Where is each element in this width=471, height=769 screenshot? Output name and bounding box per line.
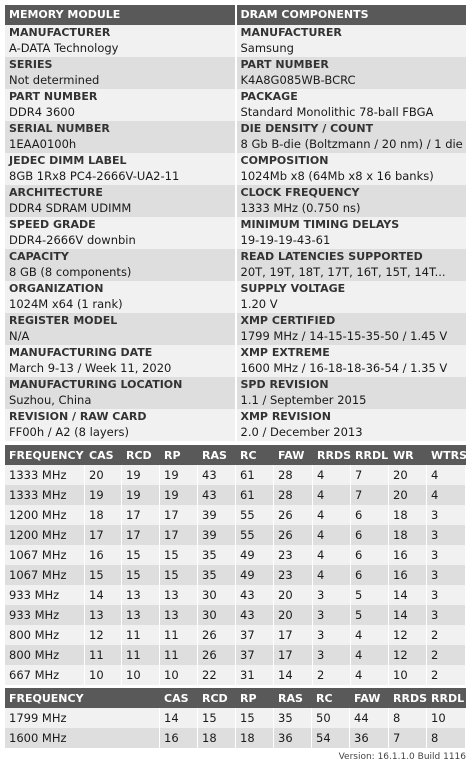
column-header: RRDS	[389, 688, 427, 708]
xmp-body	[5, 708, 466, 748]
field-label: ORGANIZATION	[9, 282, 104, 295]
table-cell: 1067 MHz	[5, 565, 85, 585]
field-value: Standard Monolithic 78-ball FBGA	[240, 105, 434, 119]
dram-field-clock-frequency	[237, 185, 467, 217]
table-cell: 22	[198, 665, 236, 685]
table-cell: 35	[274, 708, 312, 728]
mm-field-revision	[5, 409, 235, 441]
dram-field-spd-revision	[237, 377, 467, 409]
field-label: REGISTER MODEL	[9, 314, 118, 327]
table-cell: 5	[351, 605, 389, 625]
field-label: XMP EXTREME	[240, 346, 330, 359]
table-cell: 23	[274, 565, 313, 585]
table-cell: 13	[122, 605, 160, 625]
field-value: 2.0 / December 2013	[240, 425, 363, 439]
table-cell: 1200 MHz	[5, 525, 85, 545]
field-value: Not determined	[9, 73, 100, 87]
table-cell: 20	[274, 605, 313, 625]
table-row	[5, 605, 466, 625]
table-cell: 10	[85, 665, 122, 685]
table-cell: 18	[236, 728, 274, 748]
table-cell: 8	[389, 708, 427, 728]
dram-components-header: DRAM COMPONENTS	[237, 5, 467, 25]
table-cell: 13	[160, 605, 198, 625]
dram-field-xmp-extreme	[237, 345, 467, 377]
table-cell: 3	[427, 565, 466, 585]
table-cell: 3	[427, 525, 466, 545]
column-header: RCD	[122, 445, 160, 465]
table-row	[5, 625, 466, 645]
mm-field-manufacturer	[5, 25, 235, 57]
table-cell: 3	[313, 585, 351, 605]
table-cell: 5	[351, 585, 389, 605]
field-label: REVISION / RAW CARD	[9, 410, 147, 423]
table-cell: 4	[313, 565, 351, 585]
field-label: SUPPLY VOLTAGE	[240, 282, 346, 295]
field-value: 19-19-19-43-61	[240, 233, 331, 247]
memory-module-panel	[5, 5, 235, 441]
table-cell: 14	[85, 585, 122, 605]
table-cell: 800 MHz	[5, 645, 85, 665]
table-row	[5, 708, 466, 728]
column-header: RRDS	[313, 445, 351, 465]
table-cell: 20	[274, 585, 313, 605]
jedec-timings-table	[5, 445, 466, 685]
table-cell: 1333 MHz	[5, 485, 85, 505]
table-cell: 20	[389, 485, 427, 505]
table-cell: 11	[122, 625, 160, 645]
table-cell: 17	[274, 625, 313, 645]
table-cell: 7	[351, 465, 389, 485]
table-cell: 23	[274, 545, 313, 565]
column-header: RP	[236, 688, 274, 708]
field-label: SERIAL NUMBER	[9, 122, 110, 135]
table-cell: 30	[198, 605, 236, 625]
field-label: MANUFACTURING LOCATION	[9, 378, 183, 391]
dram-field-supply-voltage	[237, 281, 467, 313]
table-cell: 933 MHz	[5, 585, 85, 605]
table-cell: 15	[160, 565, 198, 585]
table-row	[5, 525, 466, 545]
column-header: RRDL	[427, 688, 466, 708]
table-cell: 16	[389, 545, 427, 565]
table-cell: 26	[198, 645, 236, 665]
column-header: FREQUENCY	[5, 445, 85, 465]
mm-field-manufacturing-location	[5, 377, 235, 409]
version-label: Version: 16.1.1.0 Build 1116	[338, 752, 466, 762]
field-value: 1333 MHz (0.750 ns)	[240, 201, 361, 215]
table-cell: 55	[236, 505, 274, 525]
table-cell: 3	[427, 545, 466, 565]
table-cell: 13	[160, 585, 198, 605]
info-grid	[5, 5, 466, 441]
table-row	[5, 585, 466, 605]
field-label: MANUFACTURING DATE	[9, 346, 153, 359]
field-label: JEDEC DIMM LABEL	[9, 154, 127, 167]
field-label: SERIES	[9, 58, 53, 71]
table-cell: 43	[236, 585, 274, 605]
table-cell: 16	[160, 728, 198, 748]
table-cell: 55	[236, 525, 274, 545]
table-row	[5, 465, 466, 485]
column-header: RAS	[198, 445, 236, 465]
table-cell: 12	[389, 645, 427, 665]
table-cell: 17	[160, 525, 198, 545]
table-cell: 11	[85, 645, 122, 665]
field-label: MINIMUM TIMING DELAYS	[240, 218, 400, 231]
table-cell: 13	[122, 585, 160, 605]
field-value: 8 GB (8 components)	[9, 265, 132, 279]
field-value: K4A8G085WB-BCRC	[240, 73, 356, 87]
table-cell: 6	[351, 525, 389, 545]
dram-field-die-density	[237, 121, 467, 153]
dram-components-panel	[237, 5, 467, 441]
table-cell: 2	[427, 645, 466, 665]
column-header: RRDL	[351, 445, 389, 465]
table-cell: 50	[312, 708, 350, 728]
dram-field-minimum-timing	[237, 217, 467, 249]
table-cell: 15	[160, 545, 198, 565]
table-cell: 16	[85, 545, 122, 565]
table-cell: 2	[427, 625, 466, 645]
field-value: DDR4 SDRAM UDIMM	[9, 201, 132, 215]
xmp-header-row	[5, 688, 466, 708]
table-cell: 20	[85, 465, 122, 485]
table-cell: 7	[389, 728, 427, 748]
table-cell: 1600 MHz	[5, 728, 160, 748]
column-header: FAW	[274, 445, 313, 465]
memory-module-header: MEMORY MODULE	[5, 5, 235, 25]
field-value: 1600 MHz / 16-18-18-36-54 / 1.35 V	[240, 361, 448, 375]
table-cell: 4	[313, 465, 351, 485]
table-cell: 3	[313, 605, 351, 625]
field-value: 1024Mb x8 (64Mb x8 x 16 banks)	[240, 169, 434, 183]
table-cell: 37	[236, 645, 274, 665]
table-cell: 4	[351, 645, 389, 665]
table-cell: 44	[350, 708, 389, 728]
field-value: A-DATA Technology	[9, 41, 119, 55]
field-value: DDR4-2666V downbin	[9, 233, 136, 247]
column-header: RCD	[198, 688, 236, 708]
table-cell: 3	[427, 585, 466, 605]
table-row	[5, 728, 466, 748]
table-cell: 15	[236, 708, 274, 728]
table-cell: 11	[160, 625, 198, 645]
dram-field-part-number	[237, 57, 467, 89]
table-row	[5, 645, 466, 665]
field-value: March 9-13 / Week 11, 2020	[9, 361, 172, 375]
field-value: N/A	[9, 329, 30, 343]
table-cell: 43	[198, 465, 236, 485]
column-header: WTRS	[427, 445, 466, 465]
table-cell: 14	[274, 665, 313, 685]
column-header: CAS	[160, 688, 198, 708]
table-cell: 18	[389, 525, 427, 545]
field-label: COMPOSITION	[240, 154, 329, 167]
table-cell: 6	[351, 505, 389, 525]
table-cell: 12	[85, 625, 122, 645]
field-label: SPEED GRADE	[9, 218, 96, 231]
column-header: RP	[160, 445, 198, 465]
table-cell: 39	[198, 525, 236, 545]
table-cell: 10	[122, 665, 160, 685]
field-value: Suzhou, China	[9, 393, 92, 407]
table-cell: 4	[351, 625, 389, 645]
field-label: ARCHITECTURE	[9, 186, 103, 199]
table-cell: 19	[160, 485, 198, 505]
table-cell: 49	[236, 565, 274, 585]
table-cell: 10	[389, 665, 427, 685]
mm-field-speed-grade	[5, 217, 235, 249]
table-cell: 13	[85, 605, 122, 625]
dram-field-xmp-revision	[237, 409, 467, 441]
table-cell: 19	[122, 465, 160, 485]
table-cell: 10	[427, 708, 466, 728]
table-cell: 4	[351, 665, 389, 685]
table-cell: 3	[427, 505, 466, 525]
field-label: SPD REVISION	[240, 378, 329, 391]
mm-field-serial-number	[5, 121, 235, 153]
dram-field-read-latencies	[237, 249, 467, 281]
field-label: MANUFACTURER	[240, 26, 342, 39]
field-label: DIE DENSITY / COUNT	[240, 122, 374, 135]
table-cell: 11	[160, 645, 198, 665]
table-cell: 4	[313, 485, 351, 505]
mm-field-series	[5, 57, 235, 89]
field-value: Samsung	[240, 41, 294, 55]
jedec-header-row	[5, 445, 466, 465]
mm-field-capacity	[5, 249, 235, 281]
column-header: WR	[389, 445, 427, 465]
dram-field-composition	[237, 153, 467, 185]
table-cell: 1067 MHz	[5, 545, 85, 565]
field-value: DDR4 3600	[9, 105, 75, 119]
table-cell: 4	[427, 465, 466, 485]
field-value: 1.1 / September 2015	[240, 393, 367, 407]
table-row	[5, 565, 466, 585]
table-cell: 26	[274, 505, 313, 525]
field-label: READ LATENCIES SUPPORTED	[240, 250, 423, 263]
mm-field-manufacturing-date	[5, 345, 235, 377]
table-cell: 11	[122, 645, 160, 665]
table-cell: 8	[427, 728, 466, 748]
table-cell: 3	[313, 625, 351, 645]
field-value: 1799 MHz / 14-15-15-35-50 / 1.45 V	[240, 329, 448, 343]
field-label: PART NUMBER	[240, 58, 329, 71]
field-value: 1EAA0100h	[9, 137, 77, 151]
xmp-timings-table	[5, 688, 466, 748]
table-cell: 10	[160, 665, 198, 685]
field-value: 1.20 V	[240, 297, 278, 311]
column-header: FREQUENCY	[5, 688, 160, 708]
table-cell: 37	[236, 625, 274, 645]
table-cell: 4	[313, 505, 351, 525]
field-value: 20T, 19T, 18T, 17T, 16T, 15T, 14T...	[240, 265, 446, 279]
table-cell: 30	[198, 585, 236, 605]
table-cell: 35	[198, 545, 236, 565]
table-cell: 28	[274, 465, 313, 485]
column-header: FAW	[350, 688, 389, 708]
table-cell: 26	[274, 525, 313, 545]
table-cell: 1799 MHz	[5, 708, 160, 728]
table-cell: 16	[389, 565, 427, 585]
table-cell: 6	[351, 545, 389, 565]
table-cell: 15	[122, 545, 160, 565]
mm-field-organization	[5, 281, 235, 313]
column-header: RC	[236, 445, 274, 465]
table-cell: 3	[427, 605, 466, 625]
table-row	[5, 665, 466, 685]
table-cell: 17	[122, 525, 160, 545]
table-cell: 31	[236, 665, 274, 685]
table-row	[5, 545, 466, 565]
table-cell: 19	[85, 485, 122, 505]
field-value: 8GB 1Rx8 PC4-2666V-UA2-11	[9, 169, 180, 183]
field-value: 1024M x64 (1 rank)	[9, 297, 123, 311]
field-label: CAPACITY	[9, 250, 69, 263]
table-cell: 14	[389, 605, 427, 625]
table-cell: 18	[85, 505, 122, 525]
table-cell: 61	[236, 465, 274, 485]
table-cell: 49	[236, 545, 274, 565]
column-header: CAS	[85, 445, 122, 465]
table-cell: 36	[350, 728, 389, 748]
table-cell: 2	[313, 665, 351, 685]
table-cell: 61	[236, 485, 274, 505]
table-cell: 20	[389, 465, 427, 485]
table-cell: 28	[274, 485, 313, 505]
field-label: PACKAGE	[240, 90, 298, 103]
table-cell: 7	[351, 485, 389, 505]
table-cell: 1200 MHz	[5, 505, 85, 525]
table-cell: 3	[313, 645, 351, 665]
field-value: 8 Gb B-die (Boltzmann / 20 nm) / 1 die	[240, 137, 463, 151]
table-cell: 15	[198, 708, 236, 728]
table-row	[5, 505, 466, 525]
table-cell: 19	[160, 465, 198, 485]
table-cell: 933 MHz	[5, 605, 85, 625]
table-cell: 19	[122, 485, 160, 505]
mm-field-part-number	[5, 89, 235, 121]
field-value: FF00h / A2 (8 layers)	[9, 425, 129, 439]
table-cell: 39	[198, 505, 236, 525]
table-cell: 18	[198, 728, 236, 748]
dram-field-package	[237, 89, 467, 121]
table-cell: 36	[274, 728, 312, 748]
mm-field-jedec-label	[5, 153, 235, 185]
table-cell: 6	[351, 565, 389, 585]
table-cell: 18	[389, 505, 427, 525]
column-header: RC	[312, 688, 350, 708]
table-cell: 2	[427, 665, 466, 685]
table-cell: 35	[198, 565, 236, 585]
table-cell: 14	[160, 708, 198, 728]
field-label: XMP CERTIFIED	[240, 314, 336, 327]
table-cell: 1333 MHz	[5, 465, 85, 485]
table-cell: 4	[313, 545, 351, 565]
table-cell: 43	[236, 605, 274, 625]
jedec-body	[5, 465, 466, 685]
field-label: PART NUMBER	[9, 90, 98, 103]
table-cell: 4	[427, 485, 466, 505]
table-cell: 14	[389, 585, 427, 605]
table-cell: 15	[122, 565, 160, 585]
table-cell: 43	[198, 485, 236, 505]
field-label: XMP REVISION	[240, 410, 331, 423]
dram-field-manufacturer	[237, 25, 467, 57]
column-header: RAS	[274, 688, 312, 708]
table-cell: 667 MHz	[5, 665, 85, 685]
table-cell: 15	[85, 565, 122, 585]
mm-field-register-model	[5, 313, 235, 345]
table-cell: 17	[160, 505, 198, 525]
table-cell: 17	[274, 645, 313, 665]
field-label: MANUFACTURER	[9, 26, 111, 39]
field-label: CLOCK FREQUENCY	[240, 186, 360, 199]
table-cell: 4	[313, 525, 351, 545]
table-cell: 800 MHz	[5, 625, 85, 645]
table-cell: 17	[85, 525, 122, 545]
table-row	[5, 485, 466, 505]
table-cell: 26	[198, 625, 236, 645]
table-cell: 17	[122, 505, 160, 525]
dram-field-xmp-certified	[237, 313, 467, 345]
table-cell: 12	[389, 625, 427, 645]
table-cell: 54	[312, 728, 350, 748]
mm-field-architecture	[5, 185, 235, 217]
